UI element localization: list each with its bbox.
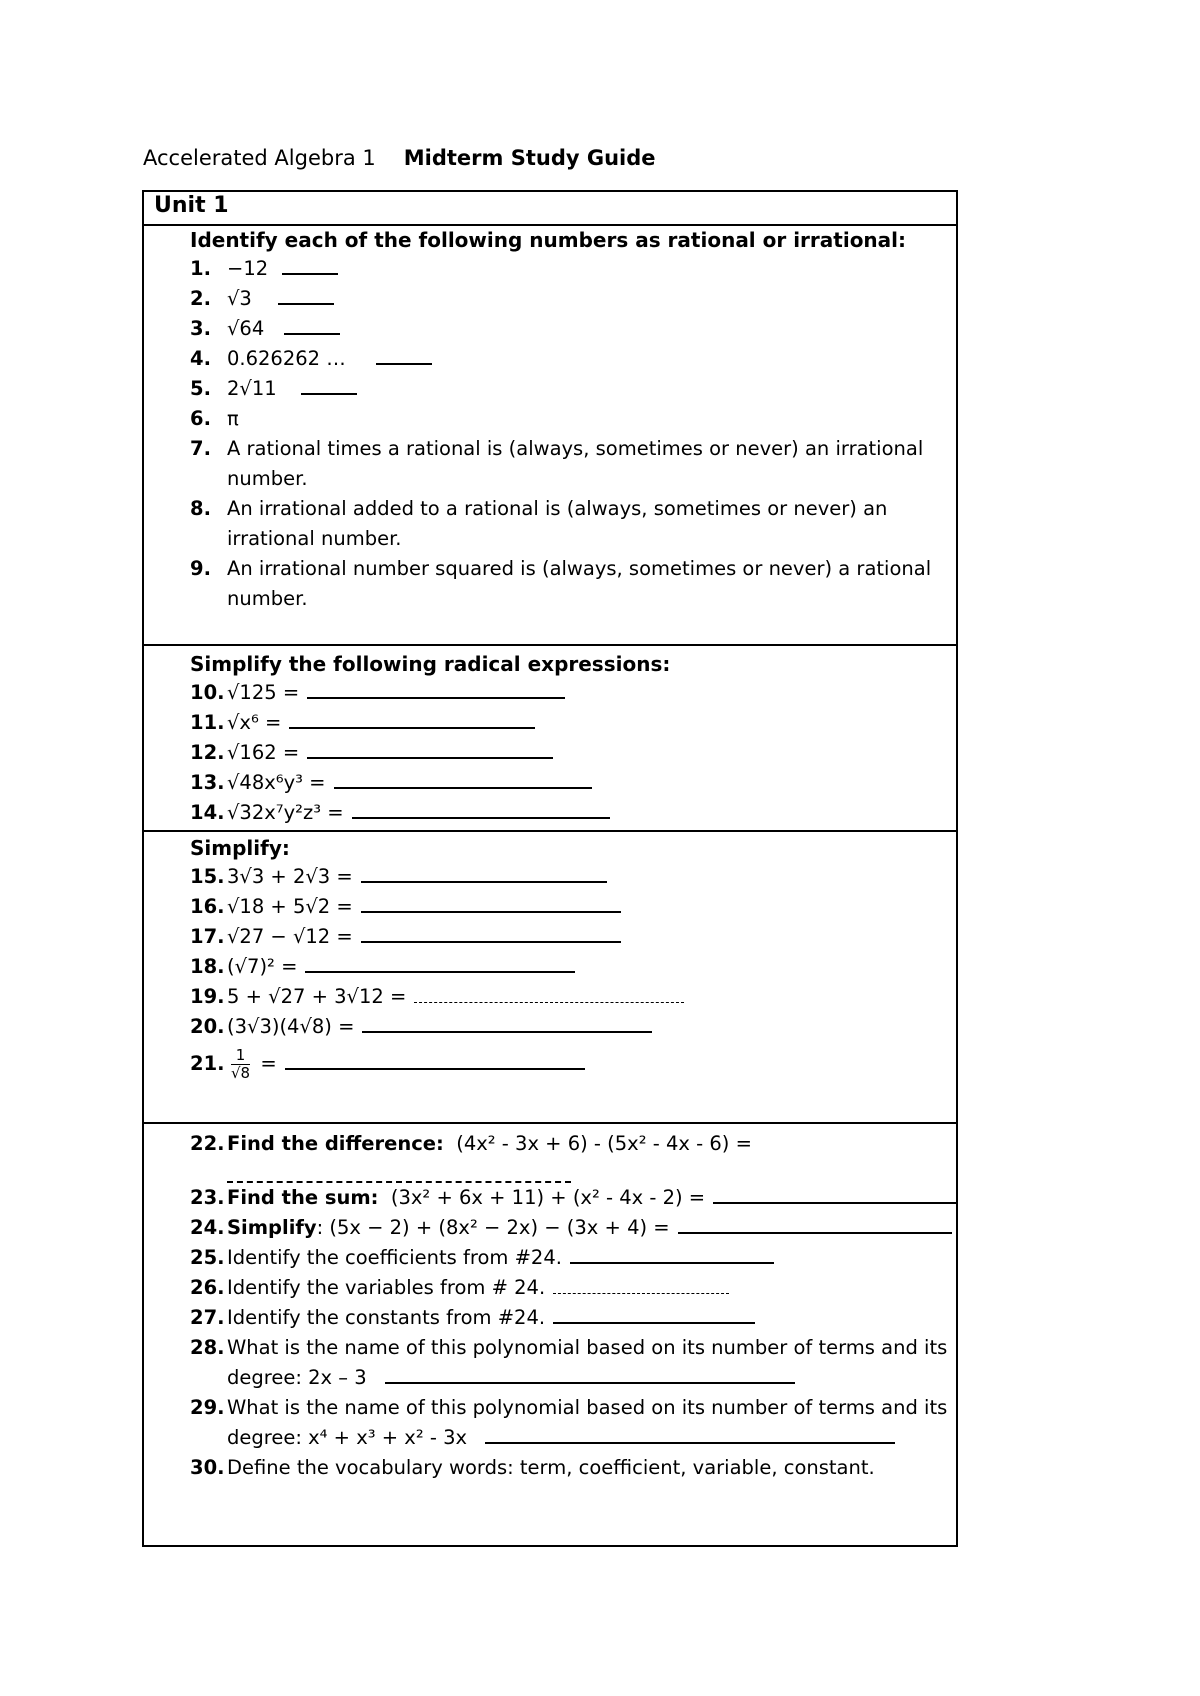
section-heading: Simplify: <box>190 836 290 860</box>
question-number: 22. <box>190 1132 225 1155</box>
question-text: √x⁶ = <box>227 711 282 734</box>
question-8 <box>190 494 950 554</box>
question-number: 8. <box>190 497 211 520</box>
question-text: 2√11 <box>227 377 277 400</box>
question-number: 9. <box>190 557 211 580</box>
section-divider <box>144 830 956 832</box>
question-number: 20. <box>190 1015 225 1038</box>
question-number: 6. <box>190 407 211 430</box>
answer-blank[interactable] <box>282 255 338 275</box>
answer-blank[interactable] <box>334 769 592 789</box>
question-6 <box>190 404 950 434</box>
question-number: 30. <box>190 1456 225 1479</box>
section-heading: Identify each of the following numbers as rational or irrational: <box>190 228 907 252</box>
question-text: 3√3 + 2√3 = <box>227 865 353 888</box>
section-radical-expressions <box>190 650 950 828</box>
question-number: 15. <box>190 865 225 888</box>
question-16 <box>190 892 950 922</box>
answer-blank[interactable] <box>352 799 610 819</box>
question-14 <box>190 798 950 828</box>
document-header <box>143 146 656 170</box>
question-30 <box>190 1453 950 1483</box>
question-number: 24. <box>190 1216 225 1239</box>
question-text: √125 = <box>227 681 300 704</box>
study-guide-table <box>142 190 958 1547</box>
question-text: Identify the constants from #24. <box>227 1306 546 1329</box>
question-number: 23. <box>190 1186 225 1209</box>
question-text: Identify the variables from # 24. <box>227 1276 546 1299</box>
section-divider <box>144 644 956 646</box>
question-15 <box>190 862 950 892</box>
answer-blank[interactable] <box>307 739 553 759</box>
question-text: 0.626262 … <box>227 347 346 370</box>
answer-blank[interactable] <box>570 1244 774 1264</box>
question-13 <box>190 768 950 798</box>
course-name: Accelerated Algebra 1 <box>143 146 376 170</box>
question-24 <box>190 1213 950 1243</box>
question-text: √162 = <box>227 741 300 764</box>
section-heading: Simplify the following radical expressions: <box>190 652 671 676</box>
question-28 <box>190 1333 950 1393</box>
question-text: √3 <box>227 287 252 310</box>
answer-blank[interactable] <box>284 315 340 335</box>
answer-blank[interactable] <box>278 285 334 305</box>
answer-blank[interactable] <box>361 893 621 913</box>
question-11 <box>190 708 950 738</box>
question-3 <box>190 314 950 344</box>
question-number: 14. <box>190 801 225 824</box>
answer-blank[interactable] <box>553 1275 729 1294</box>
answer-blank[interactable] <box>713 1184 957 1204</box>
fraction-numerator: 1 <box>231 1047 250 1065</box>
question-number: 25. <box>190 1246 225 1269</box>
question-10 <box>190 678 950 708</box>
question-text: A rational times a rational is (always, sometimes or never) an irrational number. <box>227 437 924 490</box>
question-label: Simplify <box>227 1216 317 1239</box>
section-divider <box>144 1122 956 1124</box>
question-text: (√7)² = <box>227 955 298 978</box>
question-number: 18. <box>190 955 225 978</box>
question-number: 27. <box>190 1306 225 1329</box>
answer-blank[interactable] <box>362 1013 652 1033</box>
question-number: 26. <box>190 1276 225 1299</box>
question-17 <box>190 922 950 952</box>
question-number: 1. <box>190 257 211 280</box>
question-19 <box>190 982 950 1012</box>
question-number: 12. <box>190 741 225 764</box>
unit-title: Unit 1 <box>144 192 956 226</box>
question-text: (3√3)(4√8) = <box>227 1015 355 1038</box>
question-text: Identify the coefficients from #24. <box>227 1246 562 1269</box>
question-20 <box>190 1012 950 1042</box>
answer-blank[interactable] <box>307 679 565 699</box>
question-text: √64 <box>227 317 265 340</box>
document-title: Midterm Study Guide <box>403 146 656 170</box>
answer-blank[interactable] <box>289 709 535 729</box>
answer-blank[interactable] <box>385 1364 795 1384</box>
question-7 <box>190 434 950 494</box>
question-text: What is the name of this polynomial based on its number of terms and its degree: 2x – 3 <box>227 1336 948 1389</box>
question-text: √48x⁶y³ = <box>227 771 326 794</box>
question-5 <box>190 374 950 404</box>
section-rational-irrational <box>190 226 950 614</box>
question-number: 21. <box>190 1052 225 1075</box>
question-text: √18 + 5√2 = <box>227 895 353 918</box>
question-number: 17. <box>190 925 225 948</box>
question-number: 11. <box>190 711 225 734</box>
question-number: 16. <box>190 895 225 918</box>
question-text: (3x² + 6x + 11) + (x² - 4x - 2) = <box>390 1186 706 1209</box>
question-text: π <box>227 407 239 430</box>
question-25 <box>190 1243 950 1273</box>
question-1 <box>190 254 950 284</box>
question-26 <box>190 1273 950 1303</box>
question-number: 10. <box>190 681 225 704</box>
question-21 <box>190 1042 950 1086</box>
answer-blank[interactable] <box>301 375 357 395</box>
question-text: (4x² - 3x + 6) - (5x² - 4x - 6) = <box>456 1132 752 1155</box>
answer-blank[interactable] <box>285 1050 585 1070</box>
question-23 <box>190 1183 950 1213</box>
question-text: Define the vocabulary words: term, coefficient, variable, constant. <box>227 1456 875 1479</box>
fraction <box>231 1047 250 1082</box>
question-number: 3. <box>190 317 211 340</box>
question-text: An irrational added to a rational is (always, sometimes or never) an irrational number. <box>227 497 888 550</box>
question-number: 5. <box>190 377 211 400</box>
question-22 <box>190 1129 950 1159</box>
question-number: 29. <box>190 1396 225 1419</box>
answer-blank[interactable] <box>227 1163 571 1183</box>
answer-blank[interactable] <box>678 1214 952 1234</box>
question-18 <box>190 952 950 982</box>
answer-blank[interactable] <box>361 923 621 943</box>
question-2 <box>190 284 950 314</box>
question-27 <box>190 1303 950 1333</box>
answer-blank[interactable] <box>414 984 684 1003</box>
answer-blank[interactable] <box>485 1424 895 1444</box>
question-label: Find the sum: <box>227 1186 379 1209</box>
question-text: = <box>260 1052 277 1075</box>
answer-blank[interactable] <box>305 953 575 973</box>
question-text: What is the name of this polynomial based on its number of terms and its degree: x⁴ + x³ + x² - 3x <box>227 1396 948 1449</box>
question-number: 28. <box>190 1336 225 1359</box>
question-4 <box>190 344 950 374</box>
question-text: 5 + √27 + 3√12 = <box>227 985 407 1008</box>
question-29 <box>190 1393 950 1453</box>
answer-blank[interactable] <box>376 345 432 365</box>
question-number: 13. <box>190 771 225 794</box>
question-number: 2. <box>190 287 211 310</box>
question-text: An irrational number squared is (always, sometimes or never) a rational number. <box>227 557 932 610</box>
question-text: −12 <box>227 257 269 280</box>
question-text: √27 − √12 = <box>227 925 353 948</box>
answer-blank[interactable] <box>553 1304 755 1324</box>
section-polynomials <box>190 1129 950 1483</box>
question-number: 4. <box>190 347 211 370</box>
section-simplify <box>190 834 950 1086</box>
question-text: √32x⁷y²z³ = <box>227 801 344 824</box>
question-label: Find the difference: <box>227 1132 444 1155</box>
question-9 <box>190 554 950 614</box>
fraction-denominator: √8 <box>231 1064 251 1082</box>
question-number: 19. <box>190 985 225 1008</box>
question-number: 7. <box>190 437 211 460</box>
question-12 <box>190 738 950 768</box>
answer-blank[interactable] <box>361 863 607 883</box>
question-text: : (5x − 2) + (8x² − 2x) − (3x + 4) = <box>316 1216 670 1239</box>
